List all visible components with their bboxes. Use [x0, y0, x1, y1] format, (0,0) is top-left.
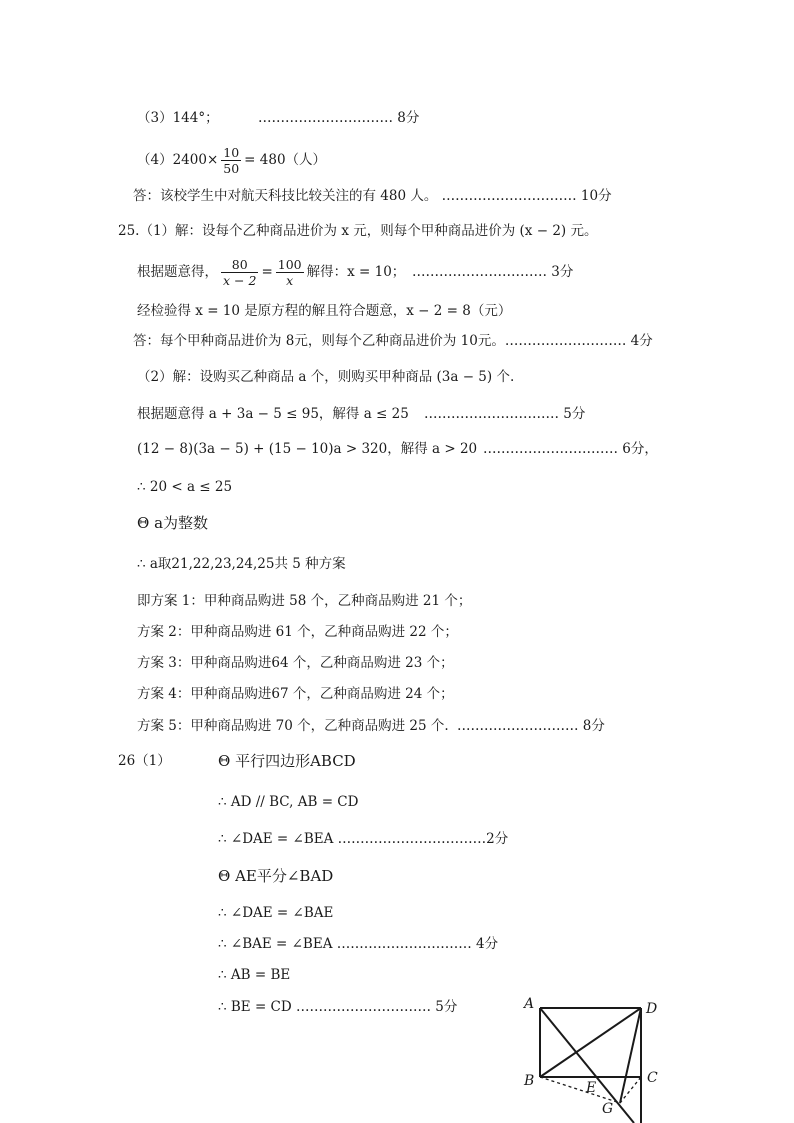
- q25-fraction-2-den: x: [286, 273, 294, 288]
- q25-inequality-2-score: ………………………… 6分，: [483, 441, 658, 457]
- q25-options: ∴ a取21,22,23,24,25共 5 种方案: [137, 556, 346, 572]
- q25-answer-1: 答：每个甲种商品进价为 8元，则每个乙种商品进价为 10元。……………………… 4分: [133, 333, 653, 349]
- q25-plan-3: 方案 3：甲种商品购进64 个，乙种商品购进 23 个；: [137, 655, 454, 671]
- q26-line-1: Θ 平行四边形ABCD: [218, 752, 356, 770]
- segment-DG: [620, 1008, 641, 1103]
- label-D: D: [646, 1001, 658, 1017]
- q25-eq-pre: 根据题意得，: [137, 264, 218, 280]
- q25-part2-intro: （2）解：设购买乙种商品 a 个，则购买甲种商品 (3a − 5) 个.: [137, 369, 515, 385]
- parallelogram-figure: [514, 992, 674, 1123]
- q26-line-8: ∴ BE = CD ………………………… 5分: [218, 999, 458, 1015]
- q25-fraction-1-num: 80: [221, 257, 258, 273]
- label-C: C: [647, 1070, 658, 1086]
- q25-fraction-2: [276, 257, 304, 288]
- q26-line-7: ∴ AB = BE: [218, 967, 291, 983]
- label-A: A: [524, 996, 535, 1012]
- q25-part1-intro: 25.（1）解：设每个乙种商品进价为 x 元，则每个甲种商品进价为 (x − 2) 元。: [118, 223, 598, 239]
- q26-line-3: ∴ ∠DAE = ∠BEA ……………………………2分: [218, 831, 509, 847]
- q26-line-6: ∴ ∠BAE = ∠BEA ………………………… 4分: [218, 936, 499, 952]
- q25-fraction-1: [221, 257, 258, 288]
- q24-fraction-den: 50: [223, 161, 240, 176]
- q25-fraction-2-num: 100: [277, 257, 302, 272]
- q24-part3: （3）144°；: [137, 110, 219, 126]
- q25-plan-5-score: ……………………… 8分: [457, 718, 605, 734]
- label-E: E: [586, 1080, 597, 1096]
- q25-plan-5: 方案 5：甲种商品购进 70 个，乙种商品购进 25 个.: [137, 718, 449, 734]
- q25-check: 经检验得 x = 10 是原方程的解且符合题意，x − 2 = 8（元）: [137, 303, 512, 319]
- q25-eq-post: 解得：x = 10；: [306, 264, 406, 280]
- q26-label: 26（1）: [118, 753, 171, 769]
- q25-equation: [137, 252, 405, 292]
- q24-fraction: [221, 145, 241, 176]
- q26-line-4: Θ AE平分∠BAD: [218, 867, 334, 885]
- q25-plan-2: 方案 2：甲种商品购进 61 个，乙种商品购进 22 个；: [137, 624, 458, 640]
- label-B: B: [524, 1073, 535, 1089]
- q24-answer: 答：该校学生中对航天科技比较关注的有 480 人。 ………………………… 10分: [133, 188, 612, 204]
- q25-fraction-1-den: x − 2: [223, 273, 257, 288]
- q24-part4-post: = 480（人）: [244, 152, 327, 168]
- q24-part3-score: ………………………… 8分: [258, 110, 420, 126]
- q25-eq-equals: =: [261, 264, 273, 280]
- q24-part4: [137, 140, 326, 180]
- q25-range: ∴ 20 < a ≤ 25: [137, 479, 233, 495]
- q26-line-2: ∴ AD // BC, AB = CD: [218, 794, 359, 810]
- q25-inequality-1-score: ………………………… 5分: [424, 406, 586, 422]
- q25-plan-1: 即方案 1：甲种商品购进 58 个，乙种商品购进 21 个；: [137, 593, 472, 609]
- q25-integer: Θ a为整数: [137, 514, 209, 532]
- q25-inequality-1: 根据题意得 a + 3a − 5 ≤ 95，解得 a ≤ 25: [137, 406, 409, 422]
- segment-BD: [540, 1008, 641, 1077]
- label-G: G: [602, 1101, 614, 1117]
- q25-inequality-2: (12 − 8)(3a − 5) + (15 − 10)a > 320，解得 a > 20: [137, 441, 478, 457]
- q25-plan-4: 方案 4：甲种商品购进67 个，乙种商品购进 24 个；: [137, 686, 454, 702]
- q26-line-5: ∴ ∠DAE = ∠BAE: [218, 905, 334, 921]
- q24-part4-pre: （4）2400×: [137, 152, 219, 168]
- q25-eq-score: ………………………… 3分: [412, 264, 574, 280]
- segment-AE-extended: [540, 1008, 634, 1123]
- q24-fraction-num: 10: [223, 145, 240, 160]
